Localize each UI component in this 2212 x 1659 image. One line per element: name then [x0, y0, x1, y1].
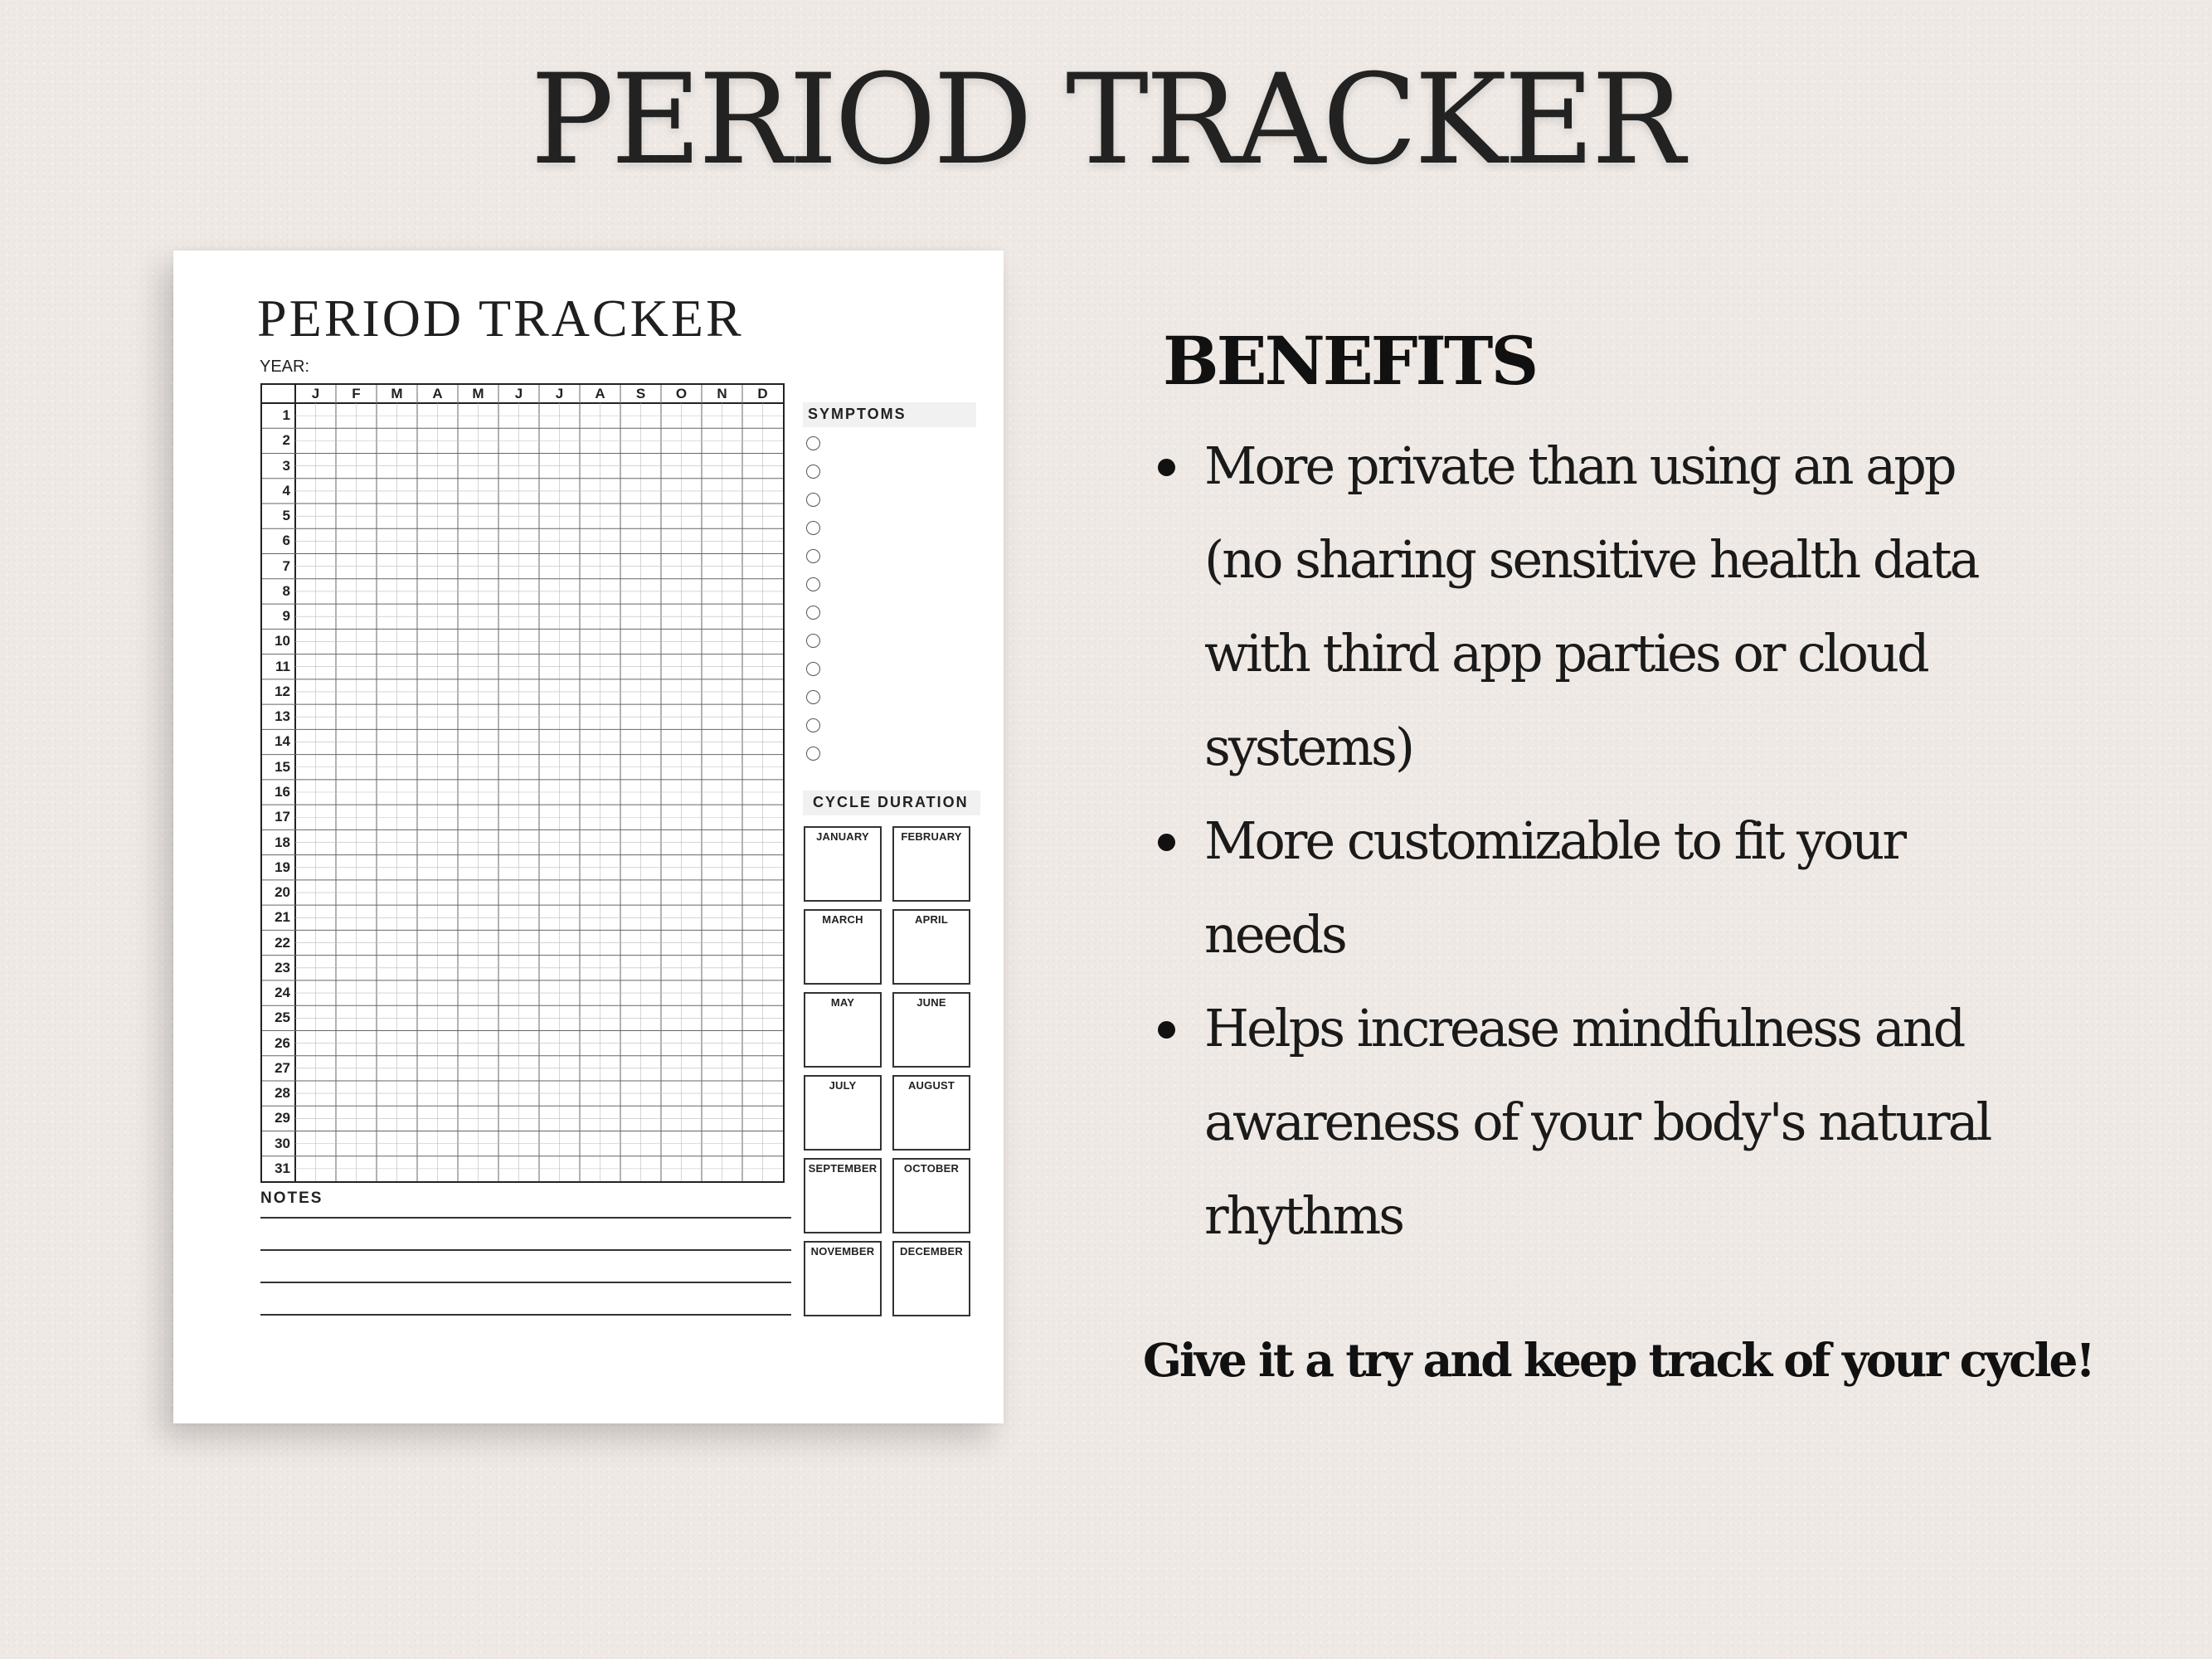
benefit-line: needs — [1204, 904, 1345, 965]
page-title: PERIOD TRACKER — [530, 48, 1682, 192]
symptom-checkbox[interactable] — [806, 465, 820, 479]
cycle-month-label: JANUARY — [816, 830, 869, 843]
day-number: 14 — [275, 733, 290, 750]
benefits-list — [1204, 419, 2083, 1262]
cycle-month-label: SEPTEMBER — [808, 1162, 878, 1175]
day-number: 18 — [275, 834, 290, 850]
cycle-month-box[interactable] — [804, 992, 882, 1068]
symptom-checkbox[interactable] — [806, 436, 820, 450]
cycle-month-box[interactable] — [892, 1075, 970, 1151]
cycle-month-label: APRIL — [915, 913, 948, 926]
month-letter: N — [717, 386, 727, 401]
day-number: 8 — [282, 582, 290, 599]
notes-line[interactable] — [260, 1217, 791, 1219]
cycle-month-label: MARCH — [822, 913, 863, 926]
symptom-checkbox[interactable] — [806, 493, 820, 507]
notes-line[interactable] — [260, 1282, 791, 1283]
day-number: 31 — [275, 1160, 290, 1176]
tracker-sheet — [173, 251, 1004, 1423]
day-number: 19 — [275, 859, 290, 875]
benefit-line: Helps increase mindfulness and — [1204, 998, 1964, 1058]
benefit-line: (no sharing sensitive health data — [1204, 529, 1978, 590]
day-number: 28 — [275, 1085, 290, 1102]
symptom-checkbox[interactable] — [806, 662, 820, 676]
cycle-month-label: JUNE — [916, 996, 946, 1009]
notes-label: NOTES — [260, 1190, 323, 1207]
symptom-checkbox[interactable] — [806, 606, 820, 620]
day-number: 4 — [282, 482, 290, 499]
symptom-checkbox[interactable] — [806, 577, 820, 591]
cycle-month-box[interactable] — [892, 1241, 970, 1316]
cycle-month-box[interactable] — [804, 826, 882, 902]
tracker-grid — [260, 383, 785, 1183]
day-number: 16 — [275, 784, 290, 800]
cycle-month-label: JULY — [829, 1079, 857, 1092]
cycle-duration-header: CYCLE DURATION — [803, 791, 980, 815]
benefit-line: rhythms — [1204, 1185, 1403, 1246]
day-number: 30 — [275, 1135, 290, 1151]
day-number: 7 — [282, 557, 290, 574]
month-letter: M — [391, 386, 403, 401]
bullet-dot-icon — [1158, 834, 1175, 851]
month-letter: S — [635, 386, 646, 401]
month-letter: F — [352, 386, 361, 401]
month-letter: M — [472, 386, 484, 401]
cycle-month-box[interactable] — [892, 992, 970, 1068]
day-number: 12 — [275, 683, 290, 699]
day-number: 24 — [275, 985, 290, 1001]
month-letter: A — [432, 386, 443, 401]
sheet-title: PERIOD TRACKER — [257, 289, 744, 348]
cycle-month-box[interactable] — [892, 1158, 970, 1233]
cycle-month-box[interactable] — [804, 909, 882, 985]
day-number: 29 — [275, 1110, 290, 1126]
cycle-month-box[interactable] — [892, 909, 970, 985]
cycle-month-label: OCTOBER — [903, 1162, 960, 1175]
day-number: 20 — [275, 884, 290, 901]
cycle-month-label: MAY — [830, 996, 855, 1009]
cycle-month-label: FEBRUARY — [901, 830, 962, 843]
day-number: 5 — [282, 508, 290, 524]
symptom-checkbox[interactable] — [806, 747, 820, 761]
day-number: 27 — [275, 1059, 290, 1076]
day-number: 9 — [282, 608, 290, 625]
notes-line[interactable] — [260, 1249, 791, 1251]
month-letter: J — [311, 386, 320, 401]
month-letter: J — [555, 386, 564, 401]
cycle-month-box[interactable] — [804, 1075, 882, 1151]
symptom-checkbox[interactable] — [806, 634, 820, 648]
symptom-checkbox[interactable] — [806, 549, 820, 563]
day-number: 2 — [282, 432, 290, 449]
month-letter: A — [595, 386, 605, 401]
day-number: 11 — [275, 658, 290, 674]
benefit-line: systems) — [1204, 717, 1413, 777]
bullet-dot-icon — [1158, 459, 1175, 476]
benefit-item — [1204, 794, 2083, 981]
benefits-heading: BENEFITS — [1163, 322, 1537, 400]
cycle-month-box[interactable] — [804, 1241, 882, 1316]
day-number: 3 — [282, 457, 290, 474]
day-number: 26 — [275, 1034, 290, 1051]
day-number: 13 — [275, 708, 290, 725]
day-number: 21 — [275, 909, 290, 926]
month-letter: O — [675, 386, 688, 401]
day-number: 1 — [282, 407, 290, 424]
symptom-checkbox[interactable] — [806, 690, 820, 704]
bullet-dot-icon — [1158, 1021, 1175, 1039]
day-number: 10 — [275, 633, 290, 649]
cycle-month-box[interactable] — [804, 1158, 882, 1233]
year-label: YEAR: — [260, 358, 310, 376]
symptom-checkbox[interactable] — [806, 718, 820, 732]
cycle-month-label: DECEMBER — [900, 1245, 963, 1258]
cycle-month-label: AUGUST — [907, 1079, 955, 1092]
benefit-line: More customizable to fit your — [1204, 810, 1904, 871]
benefit-line: More private than using an app — [1204, 435, 1955, 496]
symptom-checkbox[interactable] — [806, 521, 820, 535]
day-number: 25 — [275, 1010, 290, 1026]
month-letter: J — [514, 386, 523, 401]
notes-line[interactable] — [260, 1314, 791, 1316]
benefit-line: awareness of your body's natural — [1204, 1092, 1991, 1152]
cycle-month-label: NOVEMBER — [810, 1245, 875, 1258]
benefit-item — [1204, 419, 2083, 794]
benefit-item — [1204, 981, 2083, 1262]
day-number: 22 — [275, 934, 290, 951]
day-number: 6 — [282, 533, 290, 549]
day-number: 15 — [275, 758, 290, 775]
day-number: 23 — [275, 959, 290, 975]
symptoms-header: SYMPTOMS — [803, 402, 976, 427]
benefit-line: with third app parties or cloud — [1204, 623, 1928, 684]
cycle-month-box[interactable] — [892, 826, 970, 902]
call-to-action: Give it a try and keep track of your cycle! — [1143, 1333, 2093, 1387]
month-letter: D — [757, 386, 768, 401]
grid-lines — [262, 385, 783, 1181]
day-number: 17 — [275, 809, 290, 825]
